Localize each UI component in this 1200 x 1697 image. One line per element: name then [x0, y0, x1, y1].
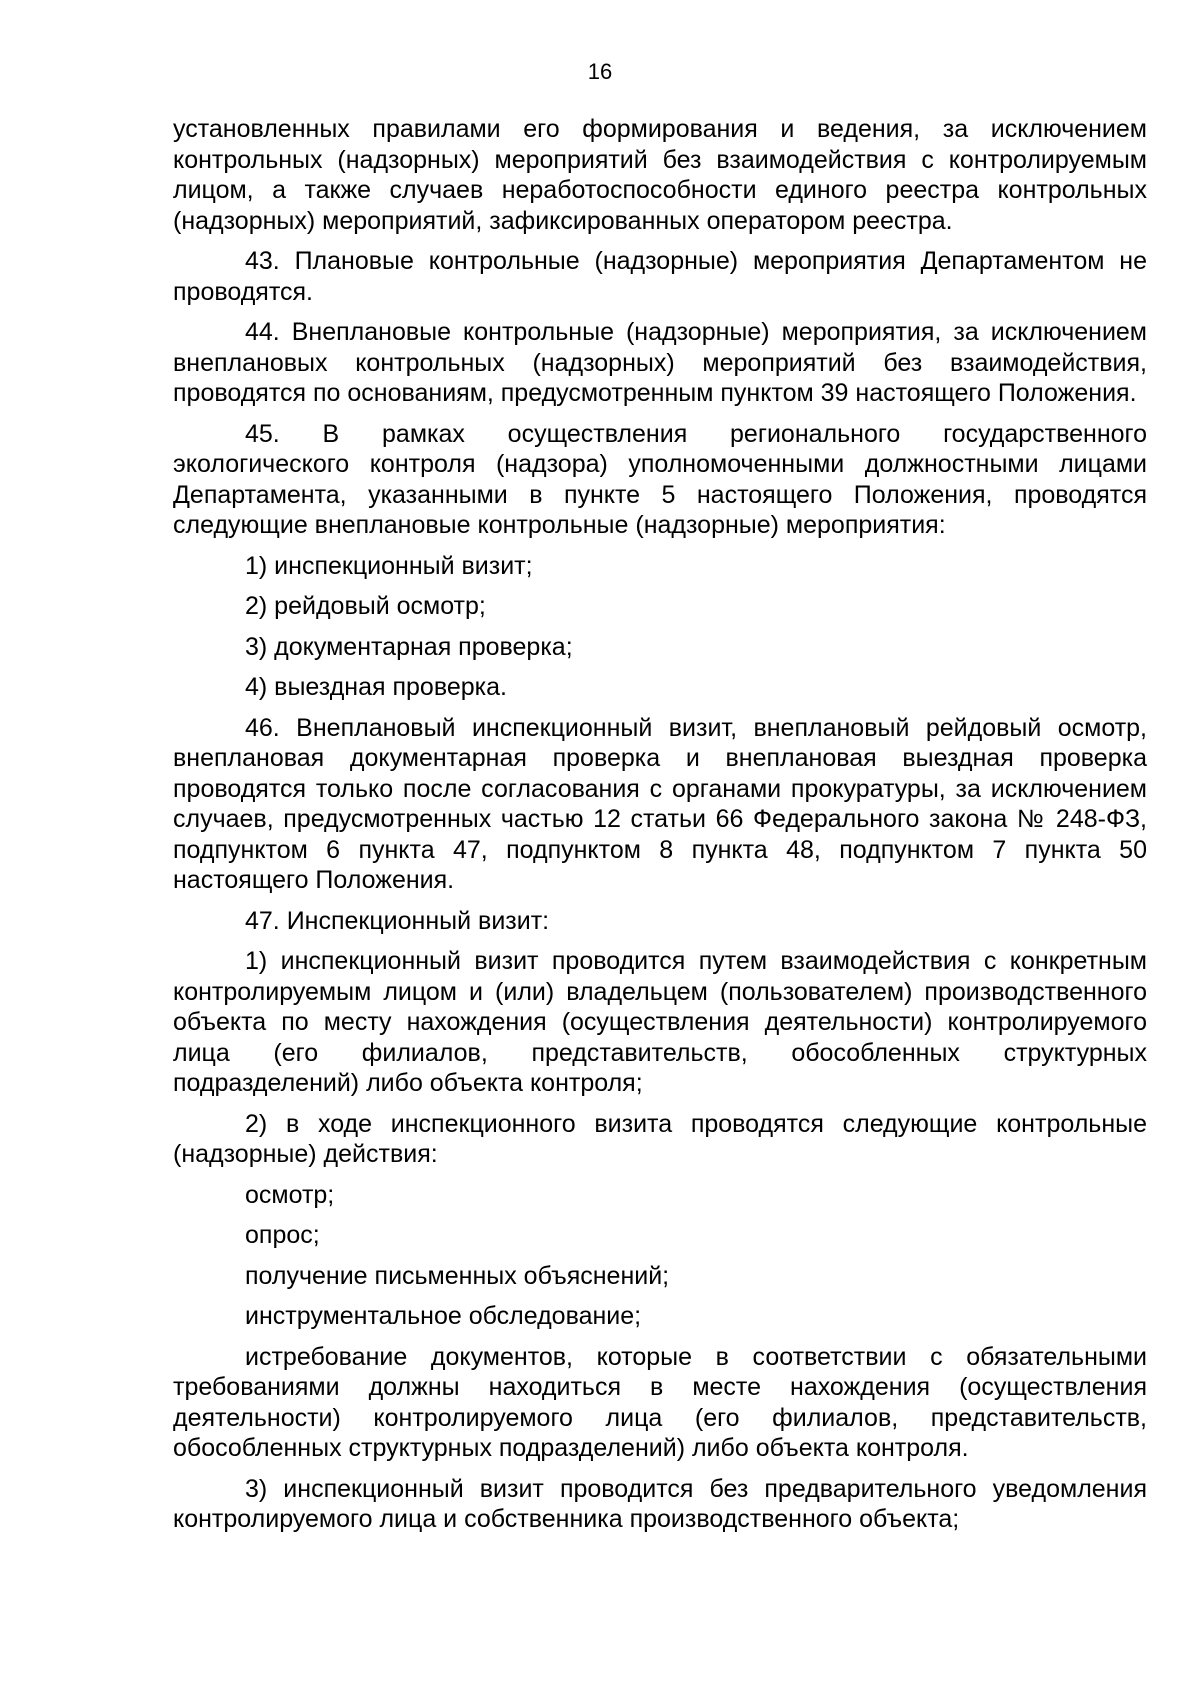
- list-item-45-2: 2) рейдовый осмотр;: [245, 592, 486, 620]
- action-item-inspection: осмотр;: [245, 1180, 335, 1209]
- paragraph-43: 43. Плановые контрольные (надзорные) мероприятия Департаментом не проводятся.: [173, 247, 1147, 306]
- action-item-instrumental-examination: инструментальное обследование;: [245, 1302, 642, 1330]
- list-item-45-1: 1) инспекционный визит;: [245, 551, 533, 580]
- list-item-47-1: 1) инспекционный визит проводится путем взаимодействия с конкретным контролируемым лицом и (или) владельцем (пользователем) производственного объекта по месту нахождения (осуществления деятельности) контролируемого лица (его филиалов, представительств, обособленных структурных подразделений) либо объекта контроля;: [173, 947, 1147, 1097]
- paragraph-44: 44. Внеплановые контрольные (надзорные) мероприятия, за исключением внеплановых контрольных (надзорных) мероприятий без взаимодействия, проводятся по основаниям, предусмотренным пунктом 39 настоящего Положения.: [173, 318, 1147, 407]
- action-item-survey: опрос;: [245, 1221, 320, 1249]
- paragraph-45: 45. В рамках осуществления регионального государственного экологического контроля (надзора) уполномоченными должностными лицами Департамента, указанными в пункте 5 настоящего Положения, проводятся следующие внеплановые контрольные (надзорные) мероприятия:: [173, 419, 1147, 539]
- list-item-45-4: 4) выездная проверка.: [245, 673, 507, 701]
- list-item-47-2: 2) в ходе инспекционного визита проводятся следующие контрольные (надзорные) действия:: [173, 1109, 1147, 1168]
- paragraph-46: 46. Внеплановый инспекционный визит, внеплановый рейдовый осмотр, внеплановая документарная проверка и внеплановая выездная проверка проводятся только после согласования с органами прокуратуры, за исключением случаев, предусмотренных частью 12 статьи 66 Федерального закона № 248-ФЗ, подпунктом 6 пункта 47, подпунктом 8 пункта 48, подпунктом 7 пункта 50 настоящего Положения.: [173, 713, 1147, 894]
- paragraph-47: 47. Инспекционный визит:: [245, 906, 550, 935]
- page-number: 16: [587, 59, 613, 84]
- action-item-written-explanations: получение письменных объяснений;: [245, 1261, 670, 1290]
- action-item-document-request: истребование документов, которые в соответствии с обязательными требованиями должны находиться в месте нахождения (осуществления деятельности) контролируемого лица (его филиалов, представительств, обособленных структурных подразделений) либо объекта контроля.: [173, 1342, 1147, 1462]
- list-item-45-3: 3) документарная проверка;: [245, 632, 573, 661]
- paragraph-continuation: установленных правилами его формирования и ведения, за исключением контрольных (надзорных) мероприятий без взаимодействия с контролируемым лицом, а также случаев неработоспособности единого реестра контрольных (надзорных) мероприятий, зафиксированных оператором реестра.: [173, 115, 1147, 235]
- list-item-47-3: 3) инспекционный визит проводится без предварительного уведомления контролируемого лица и собственника производственного объекта;: [173, 1474, 1147, 1533]
- document-body: [173, 114, 1147, 1545]
